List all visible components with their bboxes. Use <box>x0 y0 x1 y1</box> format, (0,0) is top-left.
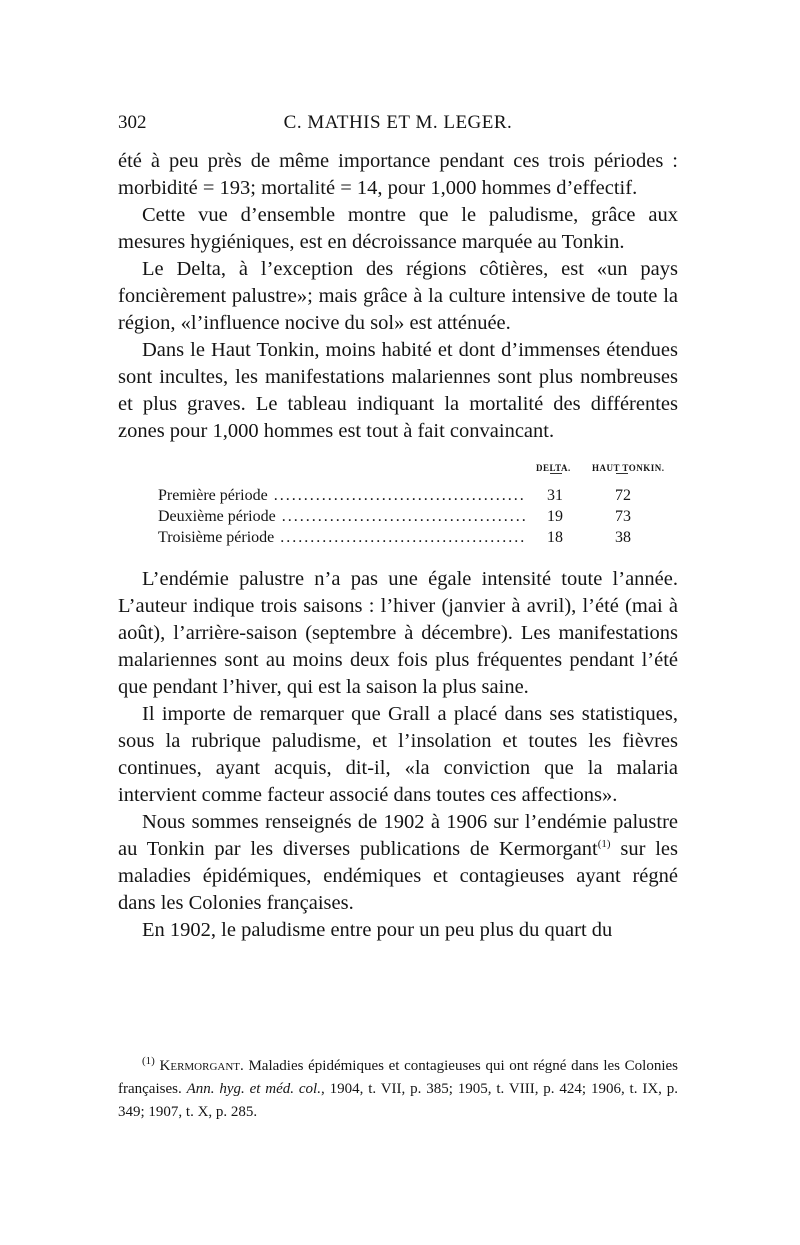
paragraph: Le Delta, à l’exception des régions côtières, est «un pays foncièrement palustre»; mais grâce à la culture intensive de toute la région, «l’influence nocive du sol» est atténuée. <box>118 258 678 334</box>
row-label: Troisième période ..... <box>158 527 526 548</box>
footnote <box>118 1055 678 1124</box>
body-text <box>118 148 678 944</box>
paragraph: été à peu près de même importance pendant ces trois périodes : morbidité = 193; mortalité = 14, pour 1,000 hommes d’effectif. <box>118 150 678 199</box>
header-rules <box>118 471 678 485</box>
delta-value: 18 <box>547 529 563 546</box>
paragraph: En 1902, le paludisme entre pour un peu plus du quart du <box>142 919 613 941</box>
paragraph-text: Nous sommes renseignés de 1902 à 1906 sur l’endémie palustre au Tonkin par les diverses publications de Kermorgant <box>118 811 678 860</box>
table-header-row <box>118 453 678 471</box>
mortality-table <box>118 453 678 548</box>
haut-tonkin-value: 38 <box>615 529 631 546</box>
footnote-text: , 1904, t. VII, p. 385; 1905, t. VIII, p. 424; 1906, t. IX, p. 349; 1907, t. X, p. 285. <box>118 1081 679 1120</box>
rule-dash <box>550 473 562 474</box>
paragraph: Cette vue d’ensemble montre que le paludisme, grâce aux mesures hygiéniques, est en décroissance marquée au Tonkin. <box>118 204 678 253</box>
paragraph <box>118 809 678 917</box>
footnote-text: Maladies épidémiques et contagieuses qui ont régné dans les Colonies françaises. <box>118 1058 678 1097</box>
table-row <box>118 527 678 548</box>
delta-value: 31 <box>547 487 563 504</box>
running-head: C. MATHIS ET M. LEGER. <box>283 112 513 133</box>
column-header-haut-tonkin: HAUT TONKIN. <box>592 463 665 473</box>
paragraph-text: sur les maladies épidémiques, endémiques et contagieuses ayant régné dans les Colonies françaises. <box>118 838 679 914</box>
row-label: Deuxième période ..... <box>158 506 526 527</box>
footnote-journal: Ann. hyg. et méd. col. <box>186 1081 321 1097</box>
paragraph: Dans le Haut Tonkin, moins habité et dont d’immenses étendues sont incultes, les manifestations malariennes sont plus nombreuses et plus graves. Le tableau indiquant la mortalité des différentes zones pour 1,000 hommes est tout à fait convaincant. <box>118 339 678 442</box>
page-header <box>118 112 678 142</box>
table-row <box>118 506 678 527</box>
haut-tonkin-value: 72 <box>615 487 631 504</box>
haut-tonkin-value: 73 <box>615 508 631 525</box>
footnote-marker: (1) <box>142 1055 155 1067</box>
footnote-reference[interactable]: (1) <box>597 838 611 851</box>
page-number: 302 <box>118 112 147 133</box>
delta-value: 19 <box>547 508 563 525</box>
column-header-delta: DELTA. <box>536 463 571 473</box>
footnotes <box>118 1055 678 1124</box>
paragraph: Il importe de remarquer que Grall a placé dans ses statistiques, sous la rubrique paludisme, et l’insolation et toutes les fièvres continues, ayant acquis, dit-il, «la conviction que la malaria intervient comme facteur associé dans toutes ces affections». <box>118 703 678 806</box>
footnote-author: Kermorgant. <box>159 1058 244 1074</box>
table-row <box>118 485 678 506</box>
row-label: Première période ..... <box>158 485 526 506</box>
rule-dash <box>616 473 628 474</box>
paragraph: L’endémie palustre n’a pas une égale intensité toute l’année. L’auteur indique trois saisons : l’hiver (janvier à avril), l’été (mai à août), l’arrière-saison (septembre à décembre). Les manifestations malariennes sont au moins deux fois plus fréquentes pendant l’été que pendant l’hiver, qui est la saison la plus saine. <box>118 568 678 698</box>
